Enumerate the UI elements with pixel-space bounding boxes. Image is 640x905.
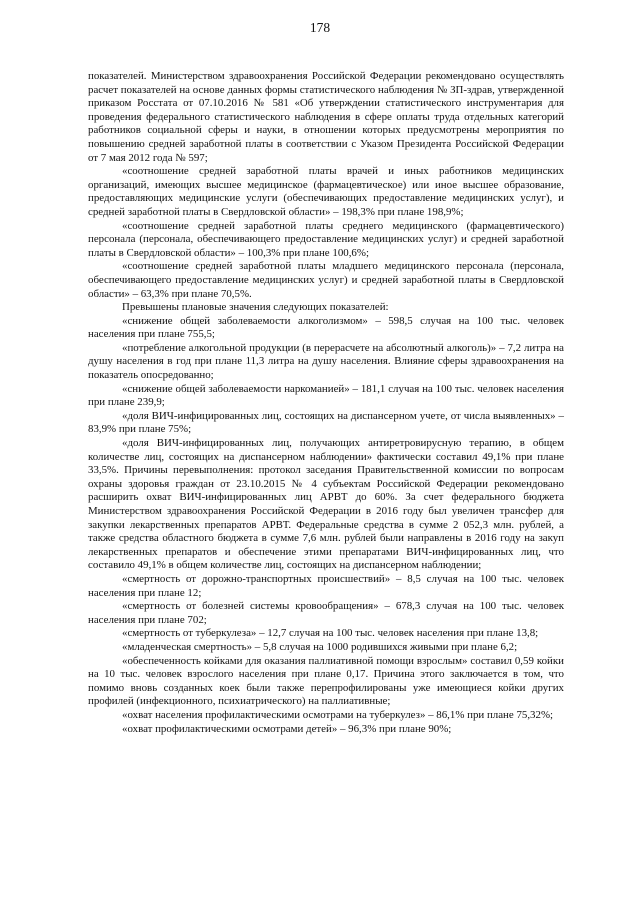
paragraph-palliative-beds: «обеспеченность койками для оказания паллиативной помощи взрослым» составил 0,59 койки на 10 тыс. человек взрослого населения при плане 0,17. Причина этого заключается в том, что помимо вновь созданных коек были также перепрофилированы уже имеющиеся койки других профилей (инфекционного, психиатрического) на паллиативные; [88, 654, 564, 708]
page-number: 178 [309, 20, 331, 35]
paragraph-cardio-mortality: «смертность от болезней системы кровообращения» – 678,3 случая на 100 тыс. человек населения при плане 702; [88, 600, 564, 626]
paragraph-alcohol-consumption: «потребление алкогольной продукции (в перерасчете на абсолютный алкоголь)» – 7,2 литра на душу населения в год при плане 11,3 литра на душу населения. Влияние сферы здравоохранения на показатель опосредованно; [88, 341, 564, 382]
paragraph-nurses-salary-ratio: «соотношение средней заработной платы среднего медицинского (фармацевтического) персонала (персонала, обеспечивающего предоставление медицинских услуг) и средней заработной платы в Свердловской области» – 100,3% при плане 100,6%; [88, 219, 564, 259]
paragraph-alcoholism: «снижение общей заболеваемости алкоголизмом» – 598,5 случая на 100 тыс. человек населения при плане 755,5; [88, 314, 564, 341]
paragraph-infant-mortality: «младенческая смертность» – 5,8 случая на 1000 родившихся живыми при плане 6,2; [122, 640, 518, 653]
paragraph-hiv-therapy: «доля ВИЧ-инфицированных лиц, получающих антиретровирусную терапию, в общем количестве лиц, состоящих на диспансерном наблюдении» фактически составил 49,1% при плане 33,5%. Причины перевыполнения: протокол заседания Правительственной комиссии по вопросам охраны здоровья граждан от 23.10.2015 № 4 субъектам Российской Федерации рекомендовано расширить охват ВИЧ-инфицированных лиц АРВТ до 60%. За счет федерального бюджета Министерством здравоохранения Российской Федерации в 2016 году был увеличен трансфер для закупки лекарственных препаратов АРВТ. Федеральные средства в сумме 2 052,3 млн. рублей, а также средства областного бюджета в сумме 7,6 млн. рублей были направлены в 2016 году на закуп лекарственных препаратов и обеспечение этими препаратами ВИЧ-инфицированных лиц, что составило 49,1% в общем количестве лиц, состоящих на диспансерном наблюдении; [88, 437, 564, 572]
paragraph-hiv-registered: «доля ВИЧ-инфицированных лиц, состоящих на диспансерном учете, от числа выявленных» – 83,9% при плане 75%; [88, 409, 564, 436]
paragraph-child-screening: «охват профилактическими осмотрами детей» – 96,3% при плане 90%; [122, 722, 452, 735]
paragraph-tb-screening: «охват населения профилактическими осмотрами на туберкулез» – 86,1% при плане 75,32%; [122, 708, 554, 721]
body-text [88, 70, 564, 736]
paragraph-drug-addiction: «снижение общей заболеваемости наркоманией» – 181,1 случая на 100 тыс. человек населения при плане 239,9; [88, 382, 564, 409]
paragraph-doctors-salary-ratio: «соотношение средней заработной платы врачей и иных работников медицинских организаций, имеющих высшее медицинское (фармацевтическое) или иное высшее образование, предоставляющих медицинские услуги (обеспечивающих предоставление медицинских услуг), и средней заработной платы в Свердловской области» – 198,3% при плане 198,9%; [88, 165, 564, 218]
paragraph-road-mortality: «смертность от дорожно-транспортных происшествий» – 8,5 случая на 100 тыс. человек населения при плане 12; [88, 572, 564, 599]
paragraph-tb-mortality: «смертность от туберкулеза» – 12,7 случая на 100 тыс. человек населения при плане 13,8; [122, 627, 539, 640]
paragraph-exceeded-heading: Превышены плановые значения следующих показателей: [122, 301, 389, 314]
paragraph-junior-staff-salary-ratio: «соотношение средней заработной платы младшего медицинского персонала (персонала, обеспечивающего предоставление медицинских услуг) и средней заработной платы в Свердловской области» – 63,3% при плане 70,5%. [88, 260, 564, 300]
paragraph-intro: показателей. Министерством здравоохранения Российской Федерации рекомендовано осуществлять расчет показателей на основе данных формы статистического наблюдения № ЗП-здрав, утвержденной приказом Росстата от 07.10.2016 № 581 «Об утверждении статистического инструментария для проведения федерального статистического наблюдения в сфере оплаты труда отдельных категорий работников социальной сферы и науки, в отношении которых предусмотрены мероприятия по повышению средней заработной платы в соответствии с Указом Президента Российской Федерации от 7 мая 2012 года № 597; [88, 70, 564, 164]
